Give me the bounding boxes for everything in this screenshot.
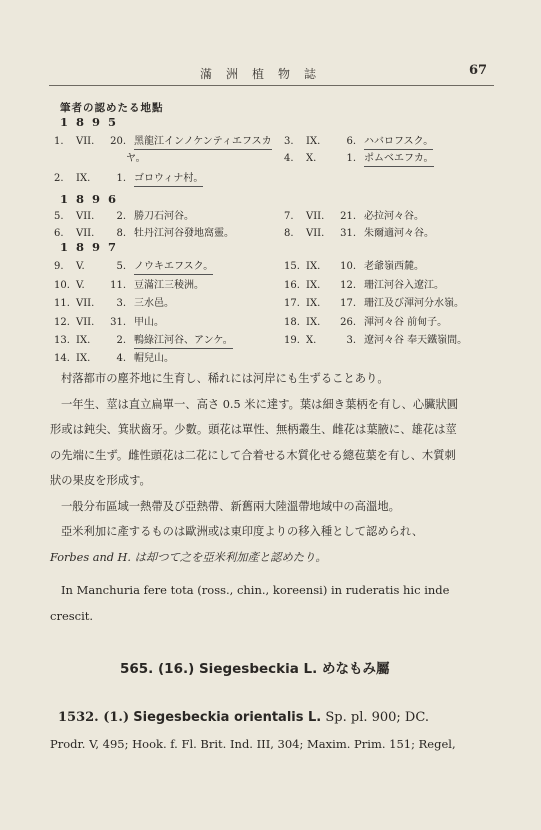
record-place: ハバロフスク。 <box>364 135 433 150</box>
record-row <box>284 135 433 150</box>
record-row <box>54 135 272 150</box>
record-row <box>54 279 204 292</box>
record-number: 11. <box>54 298 70 309</box>
record-number: 15. <box>284 261 300 272</box>
record-number: 9. <box>54 261 64 272</box>
record-number: 3. <box>284 136 294 147</box>
record-row <box>54 260 213 275</box>
record-month: IX. <box>76 335 91 346</box>
record-number: 13. <box>54 335 70 346</box>
record-month: VII. <box>76 228 95 239</box>
species-citation-line: Prodr. V, 495; Hook. f. Fl. Brit. Ind. III, 304; Maxim. Prim. 151; Regel, <box>50 737 456 751</box>
genus-heading: 565. (16.) Siegesbeckia L. めなもみ屬 <box>120 661 390 677</box>
record-day: 12. <box>340 280 356 291</box>
record-month: X. <box>306 153 317 164</box>
record-day: 3. <box>346 335 356 346</box>
record-row <box>284 316 447 329</box>
record-day: 1. <box>346 153 356 164</box>
record-place: 甲山。 <box>134 317 164 328</box>
record-place: 必拉河々谷。 <box>364 211 424 222</box>
record-number: 17. <box>284 298 300 309</box>
paragraph-line: 形或は鈍尖、箕狀齒牙。少數。頭花は單性、無柄叢生、雌花は葉腋に、雄花は莖 <box>50 423 457 436</box>
record-place: ヤ。 <box>126 153 146 164</box>
record-place: 老爺嶺西麓。 <box>364 261 424 272</box>
record-row <box>284 297 464 310</box>
paragraph-line: の先端に生ず。雌性頭花は二花にして合着せる木質化せる總苞葉を有し、木質刺 <box>50 448 456 462</box>
record-day: 2. <box>116 335 126 346</box>
record-day: 17. <box>340 298 356 309</box>
record-month: VII. <box>76 298 95 309</box>
record-place: 黑龍江インノケンティエフスカ <box>134 135 272 150</box>
record-month: VII. <box>306 211 325 222</box>
record-place: 珊江及び渾河分水嶺。 <box>364 298 464 309</box>
record-number: 14. <box>54 353 70 364</box>
record-number: 7. <box>284 211 294 222</box>
record-place: 朱爾適河々谷。 <box>364 228 434 239</box>
record-row <box>54 352 174 365</box>
record-place: 帽兒山。 <box>134 353 174 364</box>
record-place: 勝刀石河谷。 <box>134 211 194 222</box>
record-number: 2. <box>54 173 64 184</box>
record-day: 3. <box>116 298 126 309</box>
year-heading: 1897 <box>60 240 125 254</box>
record-day: 31. <box>110 317 126 328</box>
record-place: 豆滿江三稜洲。 <box>134 280 204 291</box>
page-number: 67 <box>469 63 488 78</box>
record-month: V. <box>76 280 85 291</box>
latin-line: In Manchuria fere tota (ross., chin., koreensi) in ruderatis hic inde <box>61 583 450 597</box>
record-month: IX. <box>306 280 321 291</box>
header-rule <box>49 85 494 86</box>
record-day: 26. <box>340 317 356 328</box>
record-row <box>54 210 194 223</box>
record-number: 8. <box>284 228 294 239</box>
record-place: 三水邑。 <box>134 298 174 309</box>
record-number: 16. <box>284 280 300 291</box>
record-row <box>54 172 203 187</box>
record-row <box>284 260 424 273</box>
record-month: VII. <box>306 228 325 239</box>
latin-text <box>50 578 498 629</box>
page-header-title: 滿洲植物誌 <box>200 67 331 81</box>
record-day: 1. <box>116 173 126 184</box>
record-month: IX. <box>306 261 321 272</box>
year-heading: 1896 <box>60 192 125 206</box>
record-row <box>284 279 444 292</box>
record-row <box>54 227 234 240</box>
record-row <box>54 316 164 329</box>
species-line <box>58 710 429 725</box>
paragraph-line: 狀の果皮を形成す。 <box>50 474 151 487</box>
species-citation: Sp. pl. 900; DC. <box>325 710 429 725</box>
record-number: 5. <box>54 211 64 222</box>
species-name: Siegesbeckia orientalis L. <box>133 710 322 725</box>
paragraph-line: 村落都市の塵芥地に生育し、稀れには河岸にも生ずることあり。 <box>61 372 389 385</box>
record-number: 12. <box>54 317 70 328</box>
record-place: 遼河々谷 奉天鐵嶺間。 <box>364 335 468 346</box>
record-month: IX. <box>76 353 91 364</box>
record-month: V. <box>76 261 85 272</box>
record-row <box>126 152 146 165</box>
record-place: ポムベエフカ。 <box>364 152 434 167</box>
record-month: IX. <box>306 298 321 309</box>
record-day: 21. <box>340 211 356 222</box>
year-heading: 1895 <box>60 115 125 129</box>
record-number: 18. <box>284 317 300 328</box>
paragraph-line: Forbes and H. は却つて之を亞米利加產と認めたり。 <box>50 550 327 564</box>
record-month: IX. <box>76 173 91 184</box>
record-day: 2. <box>116 211 126 222</box>
record-month: IX. <box>306 317 321 328</box>
record-row <box>284 210 424 223</box>
record-day: 11. <box>110 280 126 291</box>
record-row <box>54 297 174 310</box>
record-day: 20. <box>110 136 126 147</box>
record-row <box>284 227 434 240</box>
record-month: VII. <box>76 317 95 328</box>
record-month: X. <box>306 335 317 346</box>
record-day: 31. <box>340 228 356 239</box>
localities-heading: 筆者の認めたる地點 <box>60 102 164 114</box>
record-day: 6. <box>346 136 356 147</box>
record-place: 珊江河谷入遼江。 <box>364 280 444 291</box>
paragraph-line: 一年生、莖は直立扁單一、高さ 0.5 米に達す。葉は細き葉柄を有し、心臟狀圓 <box>61 397 459 411</box>
record-day: 8. <box>116 228 126 239</box>
record-place: 鴨綠江河谷、アンケ。 <box>134 334 233 349</box>
record-place: ゴロウィナ村。 <box>134 172 203 187</box>
record-place: 牡丹江河谷發地窩靈。 <box>134 228 234 239</box>
paragraph-line: 亞米利加に產するものは歐洲或は東印度よりの移入種として認められ、 <box>61 525 424 538</box>
record-day: 10. <box>340 261 356 272</box>
species-number: 1532. (1.) <box>58 710 130 725</box>
body-text <box>50 366 498 570</box>
record-month: IX. <box>306 136 321 147</box>
record-row <box>284 334 467 347</box>
paragraph-line: 一般分布區域一熱帶及び亞熱帶、新舊兩大陸溫帶地域中の高溫地。 <box>61 499 400 513</box>
record-number: 10. <box>54 280 70 291</box>
record-number: 4. <box>284 153 294 164</box>
record-row <box>54 334 233 349</box>
record-day: 4. <box>116 353 126 364</box>
record-month: VII. <box>76 136 95 147</box>
record-number: 1. <box>54 136 64 147</box>
record-place: 渾河々谷 前甸子。 <box>364 317 448 328</box>
record-day: 5. <box>116 261 126 272</box>
record-place: ノウキエフスク。 <box>134 260 213 275</box>
record-month: VII. <box>76 211 95 222</box>
record-number: 6. <box>54 228 64 239</box>
record-number: 19. <box>284 335 300 346</box>
record-row <box>284 152 434 167</box>
latin-line: crescit. <box>50 608 94 623</box>
